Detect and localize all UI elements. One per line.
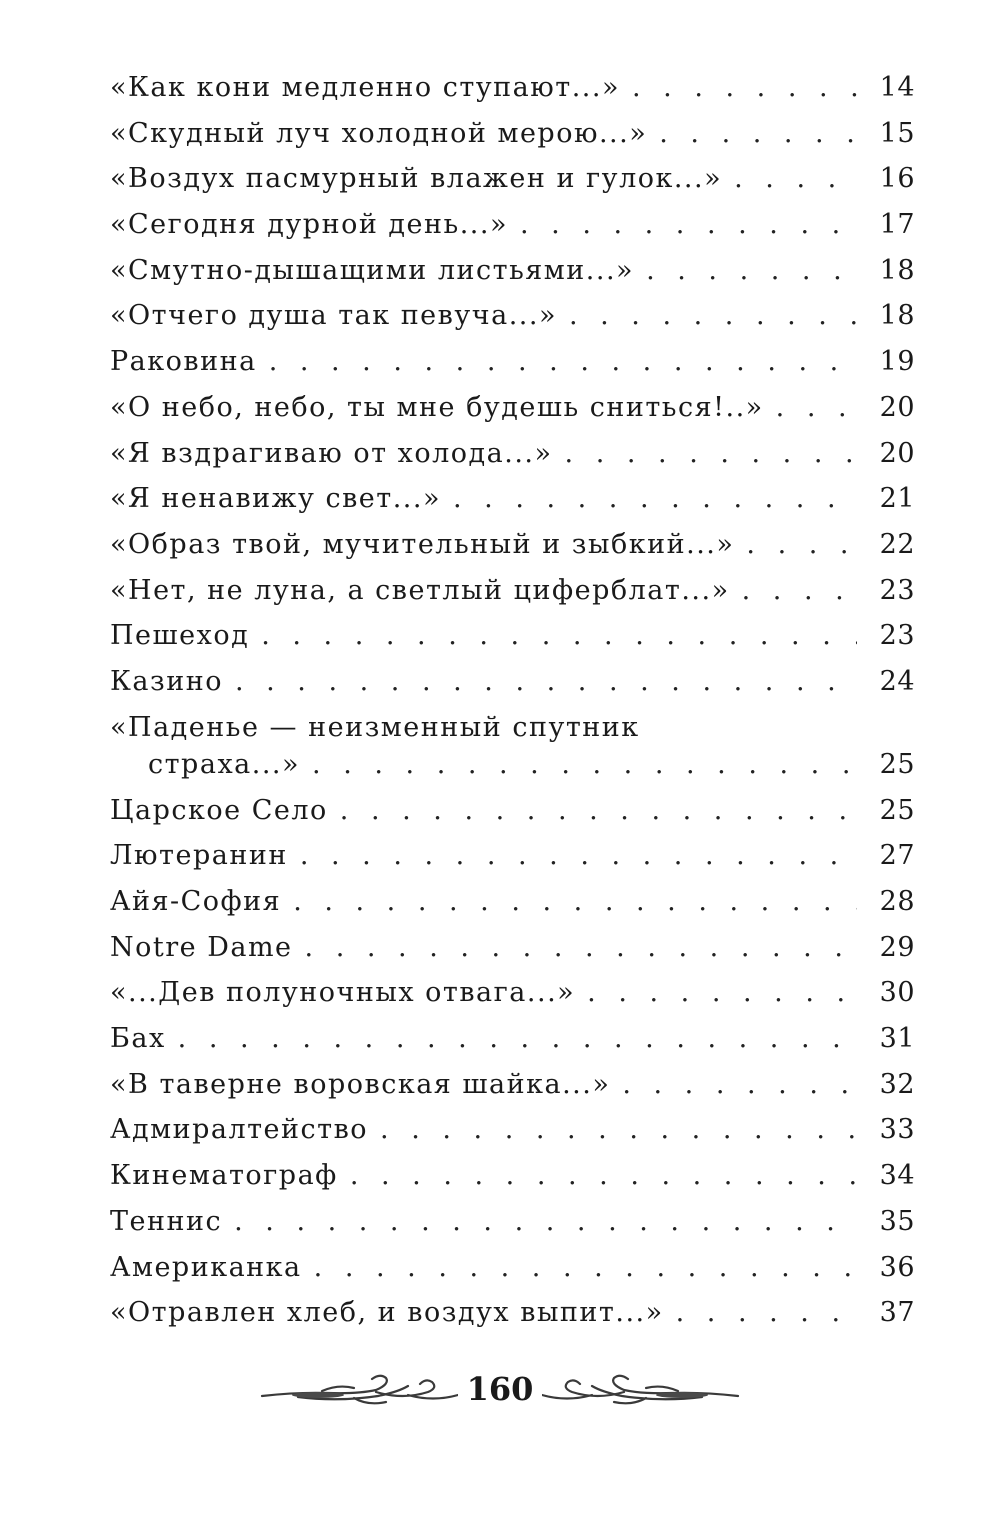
toc-entry xyxy=(110,255,915,301)
dot-leader xyxy=(261,620,857,651)
toc-entry-page: 24 xyxy=(879,665,915,697)
toc-entry xyxy=(110,840,915,886)
toc-entry-wrapped-second-line xyxy=(110,749,915,795)
dot-leader xyxy=(569,300,857,331)
toc-entry-title-continued: страха...» xyxy=(148,748,301,780)
toc-entry-title: «Смутно-дышащими листьями...» xyxy=(110,254,635,286)
toc-entry xyxy=(110,666,915,712)
dot-leader xyxy=(312,749,857,780)
table-of-contents xyxy=(110,72,915,1343)
toc-entry-title: Теннис xyxy=(110,1205,223,1237)
toc-entry xyxy=(110,1252,915,1298)
toc-entry xyxy=(110,1114,915,1160)
toc-entry-title: «Сегодня дурной день...» xyxy=(110,209,508,241)
dot-leader xyxy=(340,795,857,826)
dot-leader xyxy=(776,392,857,423)
toc-entry-page: 27 xyxy=(879,840,915,872)
dot-leader xyxy=(234,1206,857,1237)
toc-entry-page: 16 xyxy=(879,163,915,195)
page-number: 160 xyxy=(458,1370,542,1408)
toc-entry-page: 36 xyxy=(879,1251,915,1283)
dot-leader xyxy=(659,118,857,149)
toc-entry xyxy=(110,932,915,978)
dot-leader xyxy=(269,346,857,377)
toc-entry-page: 14 xyxy=(879,72,915,103)
toc-entry xyxy=(110,1160,915,1206)
toc-entry-page: 29 xyxy=(879,931,915,963)
toc-entry-page: 34 xyxy=(879,1160,915,1192)
toc-entry xyxy=(110,483,915,529)
toc-entry-page: 23 xyxy=(879,574,915,606)
toc-entry xyxy=(110,300,915,346)
toc-entry-title: «Я вздрагиваю от холода...» xyxy=(110,437,553,469)
toc-entry xyxy=(110,392,915,438)
toc-entry-title: Лютеранин xyxy=(110,840,288,872)
toc-entry xyxy=(110,1297,915,1343)
toc-entry-title: Адмиралтейство xyxy=(110,1114,369,1146)
dot-leader xyxy=(676,1297,857,1328)
toc-entry-page: 18 xyxy=(879,254,915,286)
toc-entry-page: 19 xyxy=(879,346,915,378)
toc-entry-title: «Паденье — неизменный спутник xyxy=(110,711,640,743)
toc-entry xyxy=(110,118,915,164)
toc-entry-title: Бах xyxy=(110,1023,166,1055)
toc-entry-page: 35 xyxy=(879,1205,915,1237)
toc-entry-page: 20 xyxy=(879,437,915,469)
toc-entry-title: «Нет, не луна, а светлый циферблат...» xyxy=(110,574,730,606)
toc-entry-page: 22 xyxy=(879,528,915,560)
toc-entry-title: «Отравлен хлеб, и воздух выпит...» xyxy=(110,1297,664,1329)
dot-leader xyxy=(520,209,857,240)
toc-entry-page: 25 xyxy=(879,794,915,826)
toc-entry-title: «Отчего душа так певуча...» xyxy=(110,300,557,332)
toc-entry xyxy=(110,72,915,118)
toc-entry xyxy=(110,886,915,932)
toc-entry-page: 18 xyxy=(879,300,915,332)
dot-leader xyxy=(632,72,857,103)
dot-leader xyxy=(646,255,857,286)
toc-entry xyxy=(110,620,915,666)
dot-leader xyxy=(235,666,857,697)
toc-entry xyxy=(110,1069,915,1115)
dot-leader xyxy=(380,1114,857,1145)
dot-leader xyxy=(565,438,857,469)
toc-entry xyxy=(110,529,915,575)
toc-entry-page: 32 xyxy=(879,1068,915,1100)
dot-leader xyxy=(742,575,857,606)
toc-entry-title: Царское Село xyxy=(110,794,328,826)
toc-entry-title: «В таверне воровская шайка...» xyxy=(110,1068,611,1100)
toc-entry-title: Notre Dame xyxy=(110,931,293,963)
toc-entry-page: 17 xyxy=(879,209,915,241)
toc-entry-title: «...Дев полуночных отвага...» xyxy=(110,977,576,1009)
dot-leader xyxy=(300,840,857,871)
toc-entry-title: «Воздух пасмурный влажен и гулок...» xyxy=(110,163,723,195)
dot-leader xyxy=(293,886,857,917)
toc-entry-page: 28 xyxy=(879,886,915,917)
toc-entry-title: Кинематограф xyxy=(110,1160,338,1192)
toc-entry-title: Американка xyxy=(110,1251,302,1283)
toc-entry-page: 20 xyxy=(879,391,915,423)
toc-entry-title: Айя-София xyxy=(110,886,282,917)
toc-entry-title: «Я ненавижу свет...» xyxy=(110,483,441,515)
toc-entry-page: 37 xyxy=(879,1297,915,1329)
toc-entry-title: «Скудный луч холодной мерою...» xyxy=(110,117,648,149)
toc-entry-page: 30 xyxy=(879,977,915,1009)
dot-leader xyxy=(178,1023,857,1054)
dot-leader xyxy=(305,932,857,963)
toc-entry xyxy=(110,575,915,621)
toc-entry xyxy=(110,163,915,209)
dot-leader xyxy=(746,529,857,560)
dot-leader xyxy=(314,1252,857,1283)
toc-entry-page: 21 xyxy=(879,483,915,515)
toc-entry-page: 31 xyxy=(879,1023,915,1055)
toc-entry-page: 15 xyxy=(879,117,915,149)
dot-leader xyxy=(734,163,857,194)
toc-entry xyxy=(110,1206,915,1252)
toc-entry xyxy=(110,1023,915,1069)
toc-entry-page: 25 xyxy=(879,748,915,780)
toc-entry-page: 23 xyxy=(879,620,915,652)
toc-entry-wrapped-first-line xyxy=(110,712,915,749)
toc-entry-title: Раковина xyxy=(110,346,257,378)
toc-entry-title: Пешеход xyxy=(110,620,250,652)
toc-entry-title: «Образ твой, мучительный и зыбкий...» xyxy=(110,528,735,560)
dot-leader xyxy=(453,483,857,514)
toc-entry xyxy=(110,795,915,841)
toc-entry-title: «О небо, небо, ты мне будешь сниться!..» xyxy=(110,391,764,423)
toc-entry xyxy=(110,209,915,255)
dot-leader xyxy=(622,1069,857,1100)
toc-entry-title: Казино xyxy=(110,665,223,697)
dot-leader xyxy=(587,977,857,1008)
toc-entry xyxy=(110,438,915,484)
toc-entry-title: «Как кони медленно ступают...» xyxy=(110,72,620,103)
toc-entry-page: 33 xyxy=(879,1114,915,1146)
toc-entry xyxy=(110,977,915,1023)
page-footer xyxy=(258,1362,742,1422)
dot-leader xyxy=(350,1160,857,1191)
toc-entry xyxy=(110,346,915,392)
